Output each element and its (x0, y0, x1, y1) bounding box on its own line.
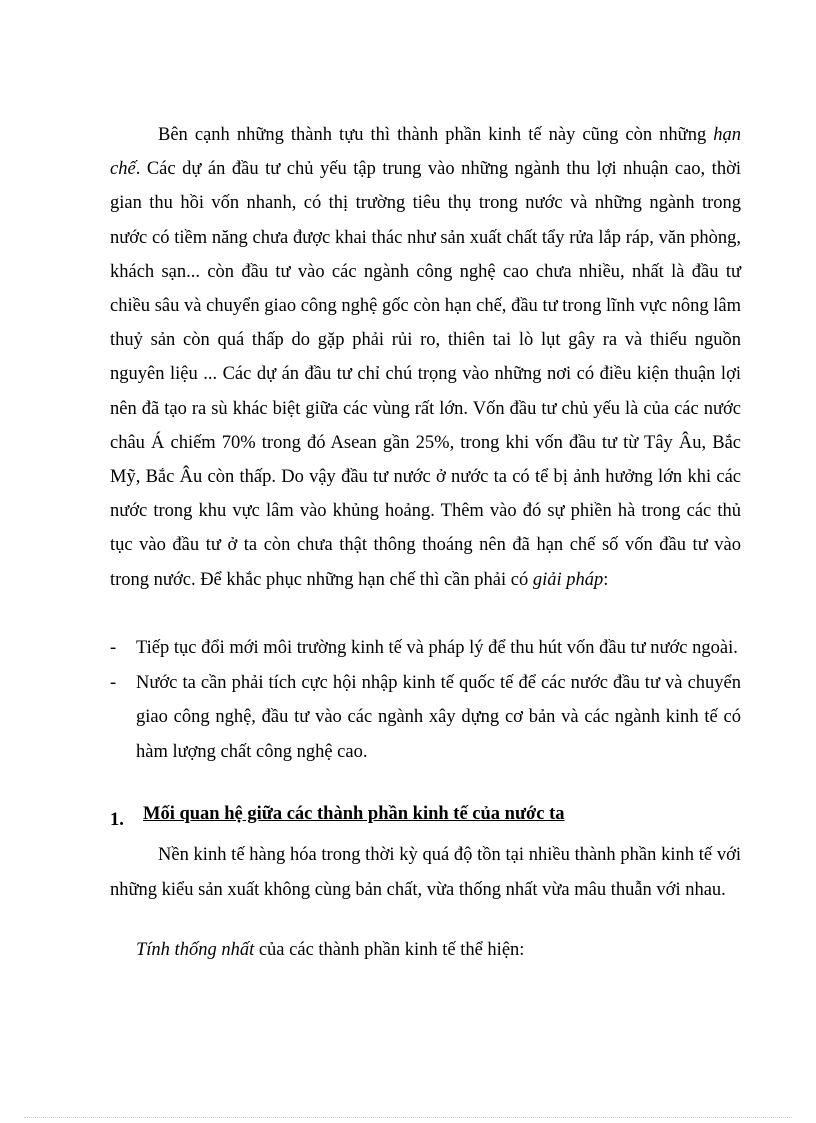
section-number: 1. (110, 810, 124, 830)
solutions-list (110, 631, 741, 769)
text-run: Bên cạnh những thành tựu thì thành phần kinh tế này cũng còn những (158, 125, 714, 145)
list-item (110, 666, 741, 770)
list-dash: - (110, 672, 117, 693)
list-item-text: Tiếp tục đổi mới môi trường kinh tế và pháp lý để thu hút vốn đầu tư nước ngoài. (136, 638, 738, 658)
emphasis-text: Tính thống nhất (136, 940, 255, 960)
list-item (110, 631, 741, 666)
text-run: . Các dự án đầu tư chủ yếu tập trung vào những ngành thu lợi nhuận cao, thời gian thu hồi vốn nhanh, có thị trường tiêu thụ trong nước và những ngành trong nước có tiềm năng chưa được khai thác như sản xuất chất tẩy rửa lắp ráp, văn phòng, khách sạn... còn đầu tư vào các ngành công nghệ cao chưa nhiều, nhất là đầu tư chiều sâu và chuyển giao công nghệ gốc còn hạn chế, đầu tư trong lĩnh vực nông lâm thuỷ sản còn quá thấp do gặp phải rủi ro, thiên tai lò lụt gây ra và thiếu nguồn nguyên liệu ... Các dự án đầu tư chỉ chú trọng vào những nơi có điều kiện thuận lợi nên đã tạo ra sù khác biệt giữa các vùng rất lớn. Vốn đầu tư chủ yếu là của các nước châu Á chiếm 70% trong đó Asean gần 25%, trong khi vốn đầu tư từ Tây Âu, Bắc Mỹ, Bắc Âu còn thấp. Do vậy đầu tư nước ở nước ta có tể bị ảnh hưởng lớn khi các nước trong khu vực lâm vào khủng hoảng. Thêm vào đó sự phiền hà trong các thủ tục vào đầu tư ở ta còn chưa thật thông thoáng nên đã hạn chế số vốn đầu tư vào trong nước. Để khắc phục những hạn chế thì cần phải có (110, 159, 741, 590)
paragraph-economy: Nền kinh tế hàng hóa trong thời kỳ quá độ tồn tại nhiều thành phần kinh tế với những kiểu sản xuất không cùng bản chất, vừa thống nhất vừa mâu thuẫn với nhau. (110, 845, 741, 900)
section-title: Mối quan hệ giữa các thành phần kinh tế của nước ta (143, 804, 565, 824)
paragraph-limitations (110, 118, 741, 597)
list-item-text: Nước ta cần phải tích cực hội nhập kinh tế quốc tế để các nước đầu tư và chuyển giao công nghệ, đầu tư vào các ngành xây dựng cơ bản và các ngành kinh tế có hàm lượng chất công nghệ cao. (136, 672, 741, 762)
page-bottom-divider (24, 1117, 792, 1118)
emphasis-text: giải pháp (532, 569, 604, 590)
list-dash: - (110, 638, 117, 658)
paragraph-text (110, 118, 741, 597)
emphasis-text: hạn chế (110, 125, 741, 180)
paragraph-unity (136, 940, 736, 961)
text-run: của các thành phần kinh tế thể hiện: (254, 940, 525, 960)
text-run: : (603, 569, 609, 590)
